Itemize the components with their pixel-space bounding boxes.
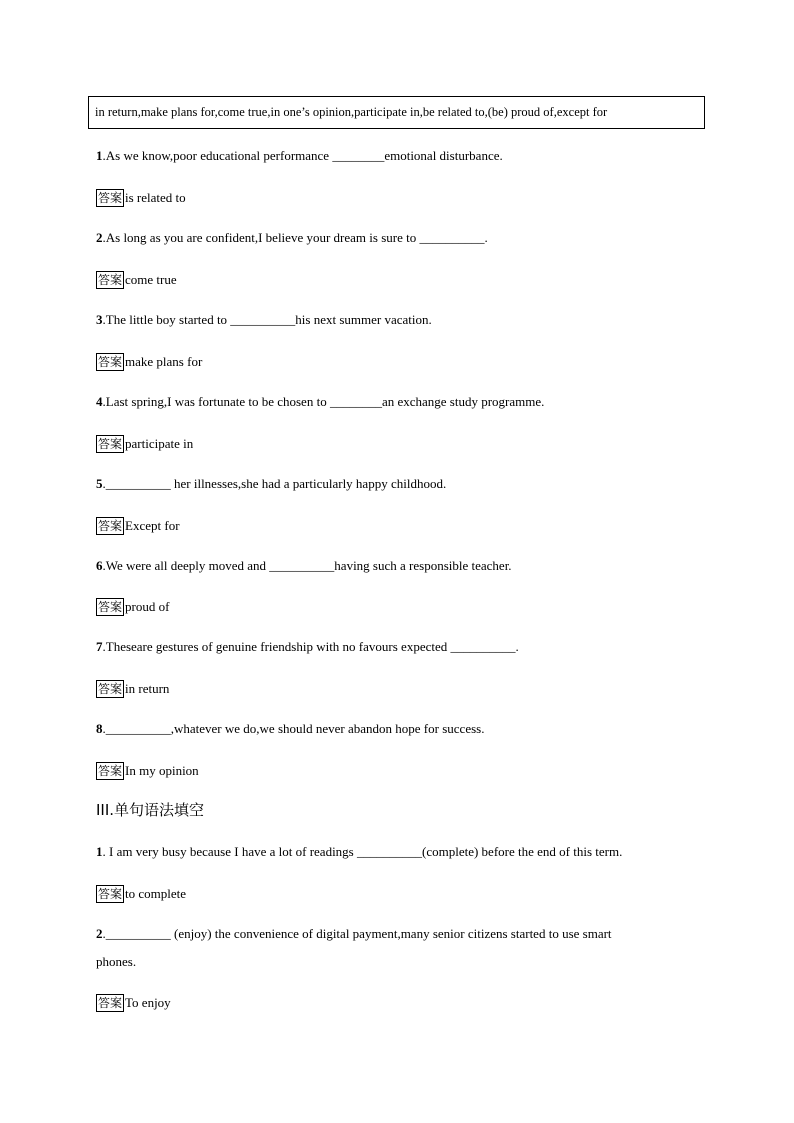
- answer-badge: 答案: [98, 600, 123, 615]
- question-text-continued: phones.: [96, 954, 137, 969]
- answer-line: [96, 269, 704, 290]
- answer-line: [96, 187, 704, 208]
- question-line: [96, 474, 704, 494]
- question-line: [96, 310, 704, 330]
- question-text: .__________ (enjoy) the convenience of digital payment,many senior citizens started to use smart: [102, 926, 612, 941]
- question-text: . I am very busy because I have a lot of readings __________(complete) before the end of this term.: [102, 844, 623, 859]
- question-text: .Last spring,I was fortunate to be chosen to ________an exchange study programme.: [102, 394, 545, 409]
- question-number: 3: [96, 312, 103, 327]
- answer-badge: 答案: [98, 887, 123, 902]
- answer-text: In my opinion: [125, 763, 199, 779]
- answer-badge: 答案: [98, 519, 123, 534]
- answer-text: in return: [125, 681, 170, 697]
- question-number: 1: [96, 148, 103, 163]
- answer-text: proud of: [125, 599, 170, 615]
- answer-line: [96, 678, 704, 699]
- question-number: 1: [96, 844, 103, 859]
- question-line: [96, 637, 704, 657]
- question-line: [96, 228, 704, 248]
- question-line: [96, 719, 704, 739]
- answer-text: Except for: [125, 518, 180, 534]
- answer-text: To enjoy: [125, 995, 171, 1011]
- question-text: .__________,whatever we do,we should never abandon hope for success.: [102, 721, 485, 736]
- answer-line: [96, 760, 704, 781]
- answer-badge: 答案: [98, 682, 123, 697]
- question-number: 8: [96, 721, 103, 736]
- answer-badge: 答案: [98, 191, 123, 206]
- question-line: [96, 924, 704, 944]
- question-text: .__________ her illnesses,she had a particularly happy childhood.: [102, 476, 447, 491]
- answer-line: [96, 992, 704, 1013]
- answer-text: to complete: [125, 886, 187, 902]
- answer-line: [96, 515, 704, 536]
- question-number: 2: [96, 230, 103, 245]
- question-number: 7: [96, 639, 103, 654]
- question-line: [96, 842, 704, 862]
- answer-line: [96, 596, 704, 617]
- question-number: 6: [96, 558, 103, 573]
- question-line: [96, 146, 704, 166]
- question-text: .The little boy started to __________his next summer vacation.: [102, 312, 432, 327]
- answer-badge: 答案: [98, 273, 123, 288]
- answer-badge: 答案: [98, 437, 123, 452]
- answer-text: participate in: [125, 436, 194, 452]
- answer-badge: 答案: [98, 355, 123, 370]
- question-text: .We were all deeply moved and __________having such a responsible teacher.: [102, 558, 512, 573]
- section-title: III.单句语法填空: [96, 801, 205, 819]
- answer-line: [96, 883, 704, 904]
- question-line-continued: [96, 952, 704, 972]
- phrase-box: in return,make plans for,come true,in one’s opinion,participate in,be related to,(be) proud of,except for: [88, 96, 705, 129]
- answer-badge: 答案: [98, 764, 123, 779]
- question-line: [96, 556, 704, 576]
- answer-text: come true: [125, 272, 177, 288]
- answer-text: make plans for: [125, 354, 203, 370]
- answer-badge: 答案: [98, 996, 123, 1011]
- question-line: [96, 392, 704, 412]
- question-number: 4: [96, 394, 103, 409]
- question-text: .As long as you are confident,I believe your dream is sure to __________.: [102, 230, 488, 245]
- question-text: .As we know,poor educational performance ________emotional disturbance.: [102, 148, 503, 163]
- answer-line: [96, 351, 704, 372]
- question-number: 2: [96, 926, 103, 941]
- answer-text: is related to: [125, 190, 186, 206]
- question-text: .Theseare gestures of genuine friendship with no favours expected __________.: [102, 639, 519, 654]
- question-number: 5: [96, 476, 103, 491]
- answer-line: [96, 433, 704, 454]
